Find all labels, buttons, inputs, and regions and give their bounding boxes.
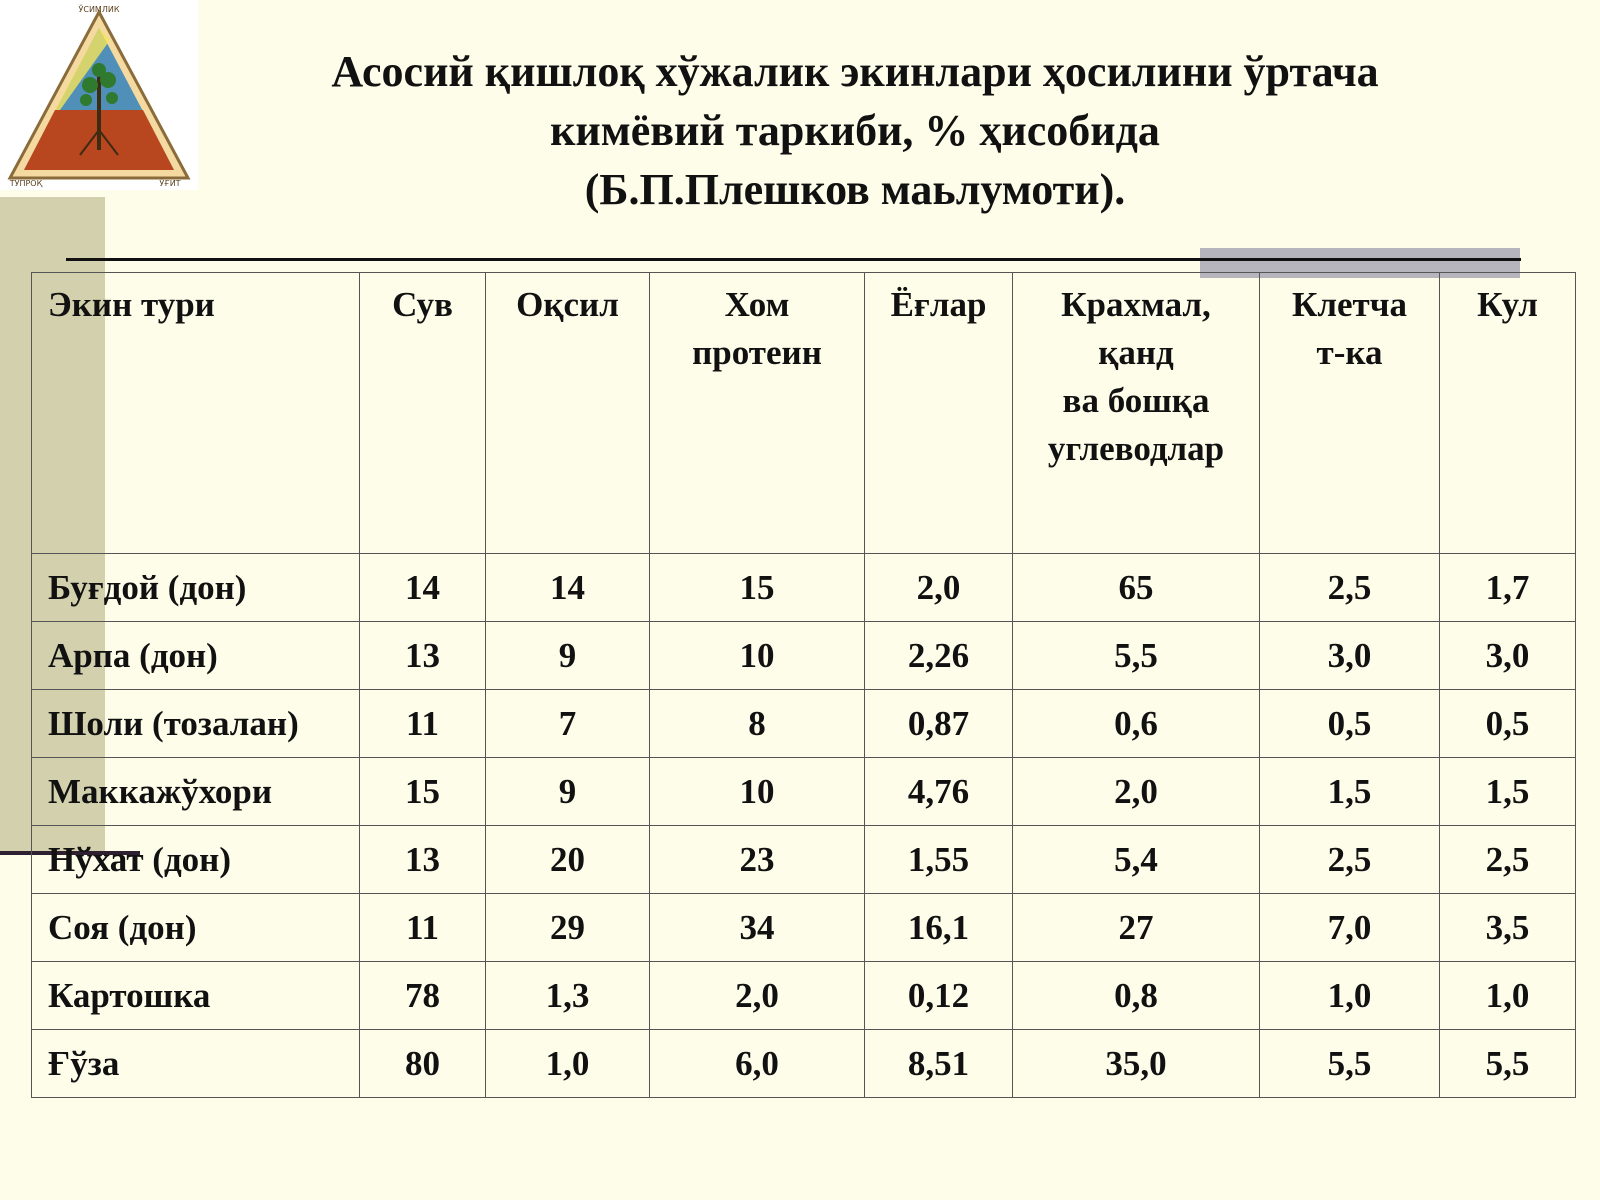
crop-name-cell: Ғўза (32, 1030, 360, 1098)
value-cell: 35,0 (1013, 1030, 1260, 1098)
value-cell: 1,7 (1440, 554, 1576, 622)
value-cell: 5,5 (1013, 622, 1260, 690)
crop-name-cell: Буғдой (дон) (32, 554, 360, 622)
value-cell: 16,1 (865, 894, 1013, 962)
column-header (1440, 273, 1576, 554)
triangle-logo-icon (0, 0, 198, 190)
value-cell: 5,5 (1260, 1030, 1440, 1098)
column-header (650, 273, 865, 554)
table-row (32, 826, 1576, 894)
crop-name-cell: Арпа (дон) (32, 622, 360, 690)
column-header-line: ва бошқа (1062, 381, 1210, 420)
value-cell: 13 (360, 622, 486, 690)
logo-label-right: ЎҒИТ (159, 179, 181, 188)
crop-name-cell: Картошка (32, 962, 360, 1030)
column-header-line: қанд (1098, 333, 1174, 372)
table-row (32, 894, 1576, 962)
column-header (32, 273, 360, 554)
value-cell: 2,0 (650, 962, 865, 1030)
value-cell: 1,5 (1440, 758, 1576, 826)
column-header (360, 273, 486, 554)
value-cell: 34 (650, 894, 865, 962)
value-cell: 0,8 (1013, 962, 1260, 1030)
value-cell: 1,3 (486, 962, 650, 1030)
logo (0, 0, 198, 190)
value-cell: 29 (486, 894, 650, 962)
column-header-line: Крахмал, (1061, 285, 1211, 324)
value-cell: 0,87 (865, 690, 1013, 758)
value-cell: 1,0 (1440, 962, 1576, 1030)
column-header-line: Кул (1477, 285, 1538, 324)
value-cell: 14 (486, 554, 650, 622)
value-cell: 13 (360, 826, 486, 894)
column-header-line: Хом (724, 285, 790, 324)
column-header-line: Ёғлар (890, 285, 987, 324)
logo-label-top: ЎСИМЛИК (78, 5, 120, 14)
value-cell: 1,55 (865, 826, 1013, 894)
value-cell: 80 (360, 1030, 486, 1098)
value-cell: 1,0 (486, 1030, 650, 1098)
table-row (32, 554, 1576, 622)
value-cell: 27 (1013, 894, 1260, 962)
value-cell: 15 (650, 554, 865, 622)
value-cell: 0,6 (1013, 690, 1260, 758)
value-cell: 7 (486, 690, 650, 758)
table-body (32, 554, 1576, 1098)
value-cell: 78 (360, 962, 486, 1030)
value-cell: 15 (360, 758, 486, 826)
value-cell: 0,12 (865, 962, 1013, 1030)
logo-label-left: ТУПРОҚ (9, 179, 43, 188)
value-cell: 5,5 (1440, 1030, 1576, 1098)
value-cell: 0,5 (1260, 690, 1440, 758)
column-header (865, 273, 1013, 554)
column-header-line: Экин тури (48, 285, 215, 324)
crop-name-cell: Маккажўхори (32, 758, 360, 826)
value-cell: 10 (650, 622, 865, 690)
value-cell: 14 (360, 554, 486, 622)
value-cell: 2,5 (1260, 826, 1440, 894)
table-header-row (32, 273, 1576, 554)
value-cell: 20 (486, 826, 650, 894)
value-cell: 1,5 (1260, 758, 1440, 826)
title-line-1: Асосий қишлоқ хўжалик экинлари ҳосилини ўртача (331, 47, 1379, 96)
title-line-2: кимёвий таркиби, % ҳисобида (550, 106, 1160, 155)
value-cell: 4,76 (865, 758, 1013, 826)
value-cell: 11 (360, 690, 486, 758)
value-cell: 9 (486, 622, 650, 690)
value-cell: 9 (486, 758, 650, 826)
column-header (486, 273, 650, 554)
column-header-line: протеин (692, 333, 822, 372)
value-cell: 10 (650, 758, 865, 826)
value-cell: 8 (650, 690, 865, 758)
title-rule (66, 258, 1521, 261)
page-title (210, 42, 1500, 219)
column-header (1260, 273, 1440, 554)
value-cell: 3,5 (1440, 894, 1576, 962)
composition-table (31, 272, 1576, 1098)
value-cell: 1,0 (1260, 962, 1440, 1030)
column-header-line: Оқсил (516, 285, 619, 324)
value-cell: 3,0 (1260, 622, 1440, 690)
table-row (32, 1030, 1576, 1098)
column-header-line: т-ка (1316, 333, 1383, 372)
value-cell: 2,5 (1260, 554, 1440, 622)
value-cell: 3,0 (1440, 622, 1576, 690)
column-header (1013, 273, 1260, 554)
value-cell: 5,4 (1013, 826, 1260, 894)
column-header-line: углеводлар (1047, 429, 1225, 468)
crop-name-cell: Шоли (тозалан) (32, 690, 360, 758)
value-cell: 0,5 (1440, 690, 1576, 758)
column-header-line: Клетча (1292, 285, 1407, 324)
value-cell: 65 (1013, 554, 1260, 622)
value-cell: 23 (650, 826, 865, 894)
value-cell: 2,5 (1440, 826, 1576, 894)
table-row (32, 758, 1576, 826)
column-header-line: Сув (392, 285, 453, 324)
title-line-3: (Б.П.Плешков маьлумоти). (584, 165, 1126, 214)
table-row (32, 622, 1576, 690)
value-cell: 7,0 (1260, 894, 1440, 962)
value-cell: 2,0 (865, 554, 1013, 622)
crop-name-cell: Соя (дон) (32, 894, 360, 962)
value-cell: 8,51 (865, 1030, 1013, 1098)
value-cell: 2,26 (865, 622, 1013, 690)
table-row (32, 962, 1576, 1030)
table-row (32, 690, 1576, 758)
value-cell: 2,0 (1013, 758, 1260, 826)
value-cell: 6,0 (650, 1030, 865, 1098)
crop-name-cell: Нўхат (дон) (32, 826, 360, 894)
value-cell: 11 (360, 894, 486, 962)
